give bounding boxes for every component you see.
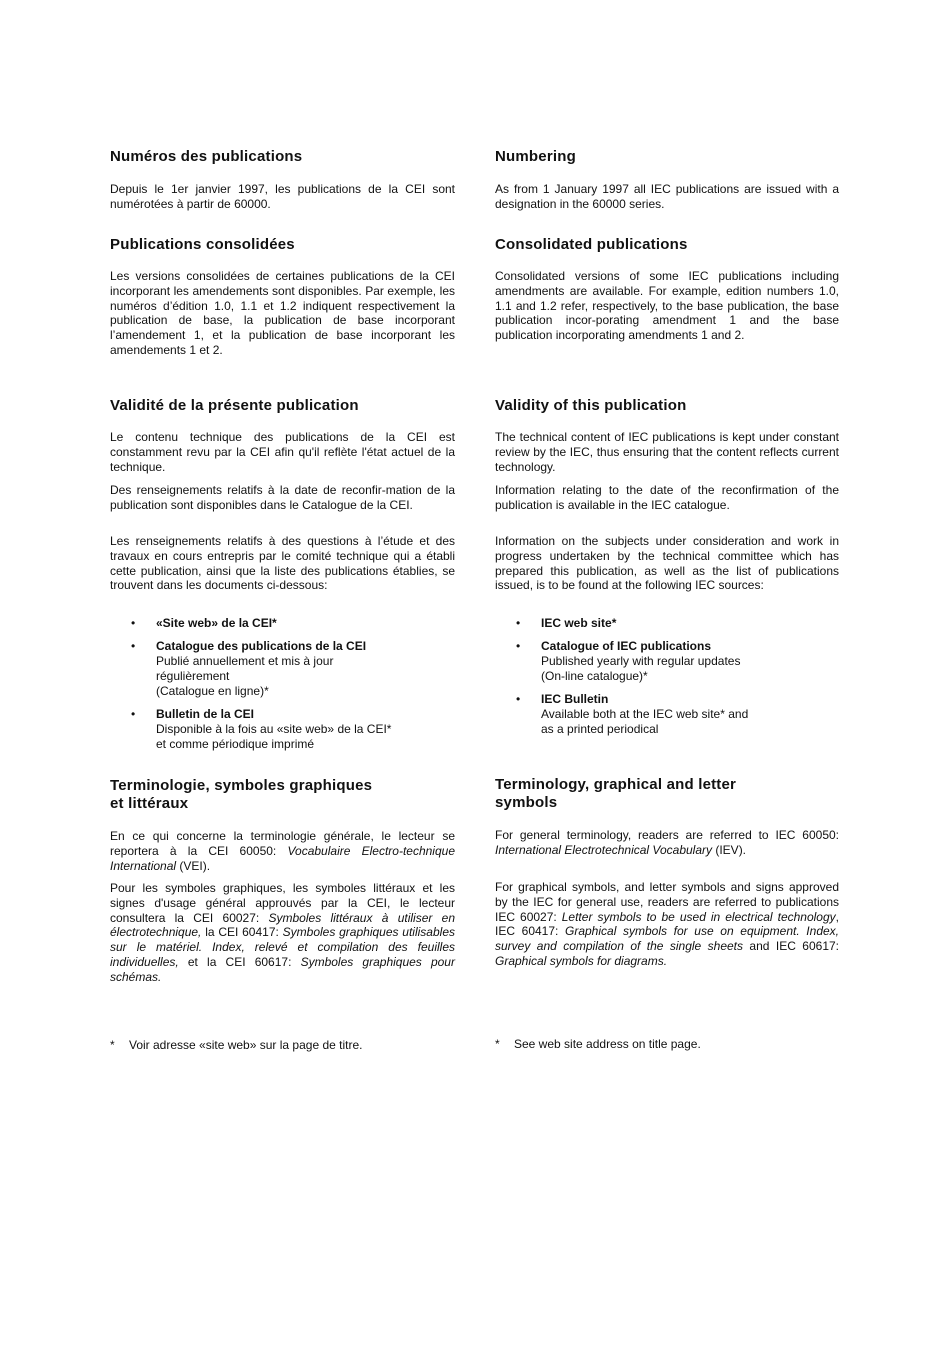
en-validity-paragraph-2: Information relating to the date of the reconfirmation of the publication is available in the IEC catalogue. [495, 483, 839, 512]
footnote-text: See web site address on title page. [514, 1037, 701, 1051]
en-validity-paragraph-1: The technical content of IEC publications is kept under constant review by the IEC, thus ensuring that the content reflects current technology. [495, 430, 839, 474]
text-run: (IEV). [712, 842, 747, 857]
fr-consolidated-heading: Publications consolidées [110, 236, 295, 253]
text-run: For graphical symbols, and letter symbols and signs approved by the IEC for general use, readers are referred to publications IEC 60027: [495, 880, 839, 924]
fr-terminology-paragraph-2 [110, 881, 455, 985]
en-validity-heading: Validity of this publication [495, 397, 687, 414]
fr-consolidated-text: Les versions consolidées de certaines publications de la CEI incorporant les amendements sont disponibles. Par exemple, les numéros d’édition 1.0, 1.1 et 1.2 indiquent respectivement la publication de base, la publication de base incorporant l’amendement 1, et la publication de base incorporant les amendements 1 et 2. [110, 269, 455, 357]
text-run: Pour les symboles graphiques, les symboles littéraux et les signes d'usage général approuvés par la CEI, le lecteur consultera la CEI 60027: [110, 881, 455, 925]
bullet-icon: • [131, 639, 136, 654]
heading-line-2: et littéraux [110, 795, 189, 812]
bullet-icon: • [131, 616, 136, 630]
en-terminology-paragraph-2 [495, 880, 839, 969]
bullet-icon: • [516, 639, 521, 654]
en-consolidated-text: Consolidated versions of some IEC publications including amendments are available. For example, edition numbers 1.0, 1.1 and 1.2 refer, respectively, to the base publication, the base publication incor-porating amendment 1 and the base publication incorporating amendments 1 and 2. [495, 269, 839, 343]
list-item-title: Catalogue of IEC publications [541, 639, 712, 654]
list-item-description: Publié annuellement et mis à jour régulièrement (Catalogue en ligne)* [156, 654, 334, 698]
fr-numbering-text: Depuis le 1er janvier 1997, les publications de la CEI sont numérotées à partir de 60000. [110, 182, 455, 211]
list-item-title: IEC web site* [541, 616, 617, 630]
list-item-title: Catalogue des publications de la CEI [156, 639, 367, 654]
fr-numbering-heading: Numéros des publications [110, 148, 303, 165]
fr-terminology-heading [110, 777, 455, 813]
text-run: , IEC 60417: [495, 909, 840, 939]
heading-line-1: Terminology, graphical and letter [495, 776, 737, 793]
en-terminology-paragraph-1 [495, 828, 839, 858]
footnote-text: Voir adresse «site web» sur la page de titre. [129, 1038, 363, 1052]
list-item [110, 639, 455, 698]
italic-title: Graphical symbols for diagrams. [495, 953, 668, 968]
italic-title: Vocabulaire Electro-technique International [110, 843, 455, 873]
fr-terminology-paragraph-1 [110, 829, 455, 873]
fr-footnote [110, 1038, 362, 1052]
italic-title: International Electrotechnical Vocabulary [495, 842, 713, 857]
en-terminology-heading [495, 776, 839, 812]
list-item-description: Disponible à la fois au «site web» de la CEI* et comme périodique imprimé [156, 721, 392, 751]
list-item [110, 707, 455, 751]
italic-title: Letter symbols to be used in electrical technology [561, 909, 836, 924]
text-run: (VEI). [176, 858, 211, 873]
bullet-icon: • [516, 616, 521, 630]
text-run: la CEI 60417: [201, 925, 283, 940]
text-run: En ce qui concerne la terminologie générale, le lecteur se reportera à la CEI 60050: [110, 829, 455, 858]
italic-title: Symboles littéraux à utiliser en électrotechnique, [110, 910, 455, 940]
list-item-title: Bulletin de la CEI [156, 706, 255, 721]
list-item-title: IEC Bulletin [541, 692, 609, 707]
footnote-mark: * [110, 1038, 115, 1052]
italic-title: Symboles graphiques pour schémas. [110, 954, 455, 984]
text-run: and IEC 60617: [743, 939, 839, 954]
bullet-icon: • [516, 692, 521, 707]
fr-validity-heading: Validité de la présente publication [110, 397, 359, 414]
en-footnote [495, 1037, 701, 1051]
en-sources-list [495, 616, 839, 745]
list-item [110, 616, 455, 631]
list-item-description: Available both at the IEC web site* and as a printed periodical [541, 706, 749, 736]
en-consolidated-heading: Consolidated publications [495, 236, 688, 253]
footnote-mark: * [495, 1037, 500, 1051]
italic-title: Graphical symbols for use on equipment. Index, survey and compilation of the single sheets [495, 924, 839, 954]
en-numbering-text: As from 1 January 1997 all IEC publications are issued with a designation in the 60000 series. [495, 182, 839, 211]
list-item [495, 692, 839, 736]
bullet-icon: • [131, 706, 136, 721]
fr-validity-paragraph-1: Le contenu technique des publications de la CEI est constamment revu par la CEI afin qu'il reflète l'état actuel de la technique. [110, 430, 455, 474]
fr-validity-paragraph-3: Les renseignements relatifs à des questions à l’étude et des travaux en cours entrepris par le comité technique qui a établi cette publication, ainsi que la liste des publications établies, se trouvent dans les documents ci-dessous: [110, 534, 455, 593]
text-run: et la CEI 60617: [178, 954, 301, 969]
fr-validity-paragraph-2: Des renseignements relatifs à la date de reconfir-mation de la publication sont disponibles dans le Catalogue de la CEI. [110, 483, 455, 512]
en-validity-paragraph-3: Information on the subjects under consideration and work in progress undertaken by the technical committee which has prepared this publication, as well as the list of publications issued, is to be found at the following IEC sources: [495, 534, 839, 593]
italic-title: Symboles graphiques utilisables sur le matériel. Index, relevé et compilation des feuilles individuelles, [110, 925, 455, 969]
list-item [495, 616, 839, 631]
list-item-title: «Site web» de la CEI* [156, 616, 277, 630]
list-item-description: Published yearly with regular updates (On-line catalogue)* [541, 654, 741, 683]
list-item [495, 639, 839, 683]
text-run: For general terminology, readers are referred to IEC 60050: [495, 828, 839, 842]
fr-sources-list [110, 616, 455, 760]
heading-line-2: symbols [495, 794, 558, 811]
heading-line-1: Terminologie, symboles graphiques [110, 777, 373, 794]
en-numbering-heading: Numbering [495, 148, 576, 165]
